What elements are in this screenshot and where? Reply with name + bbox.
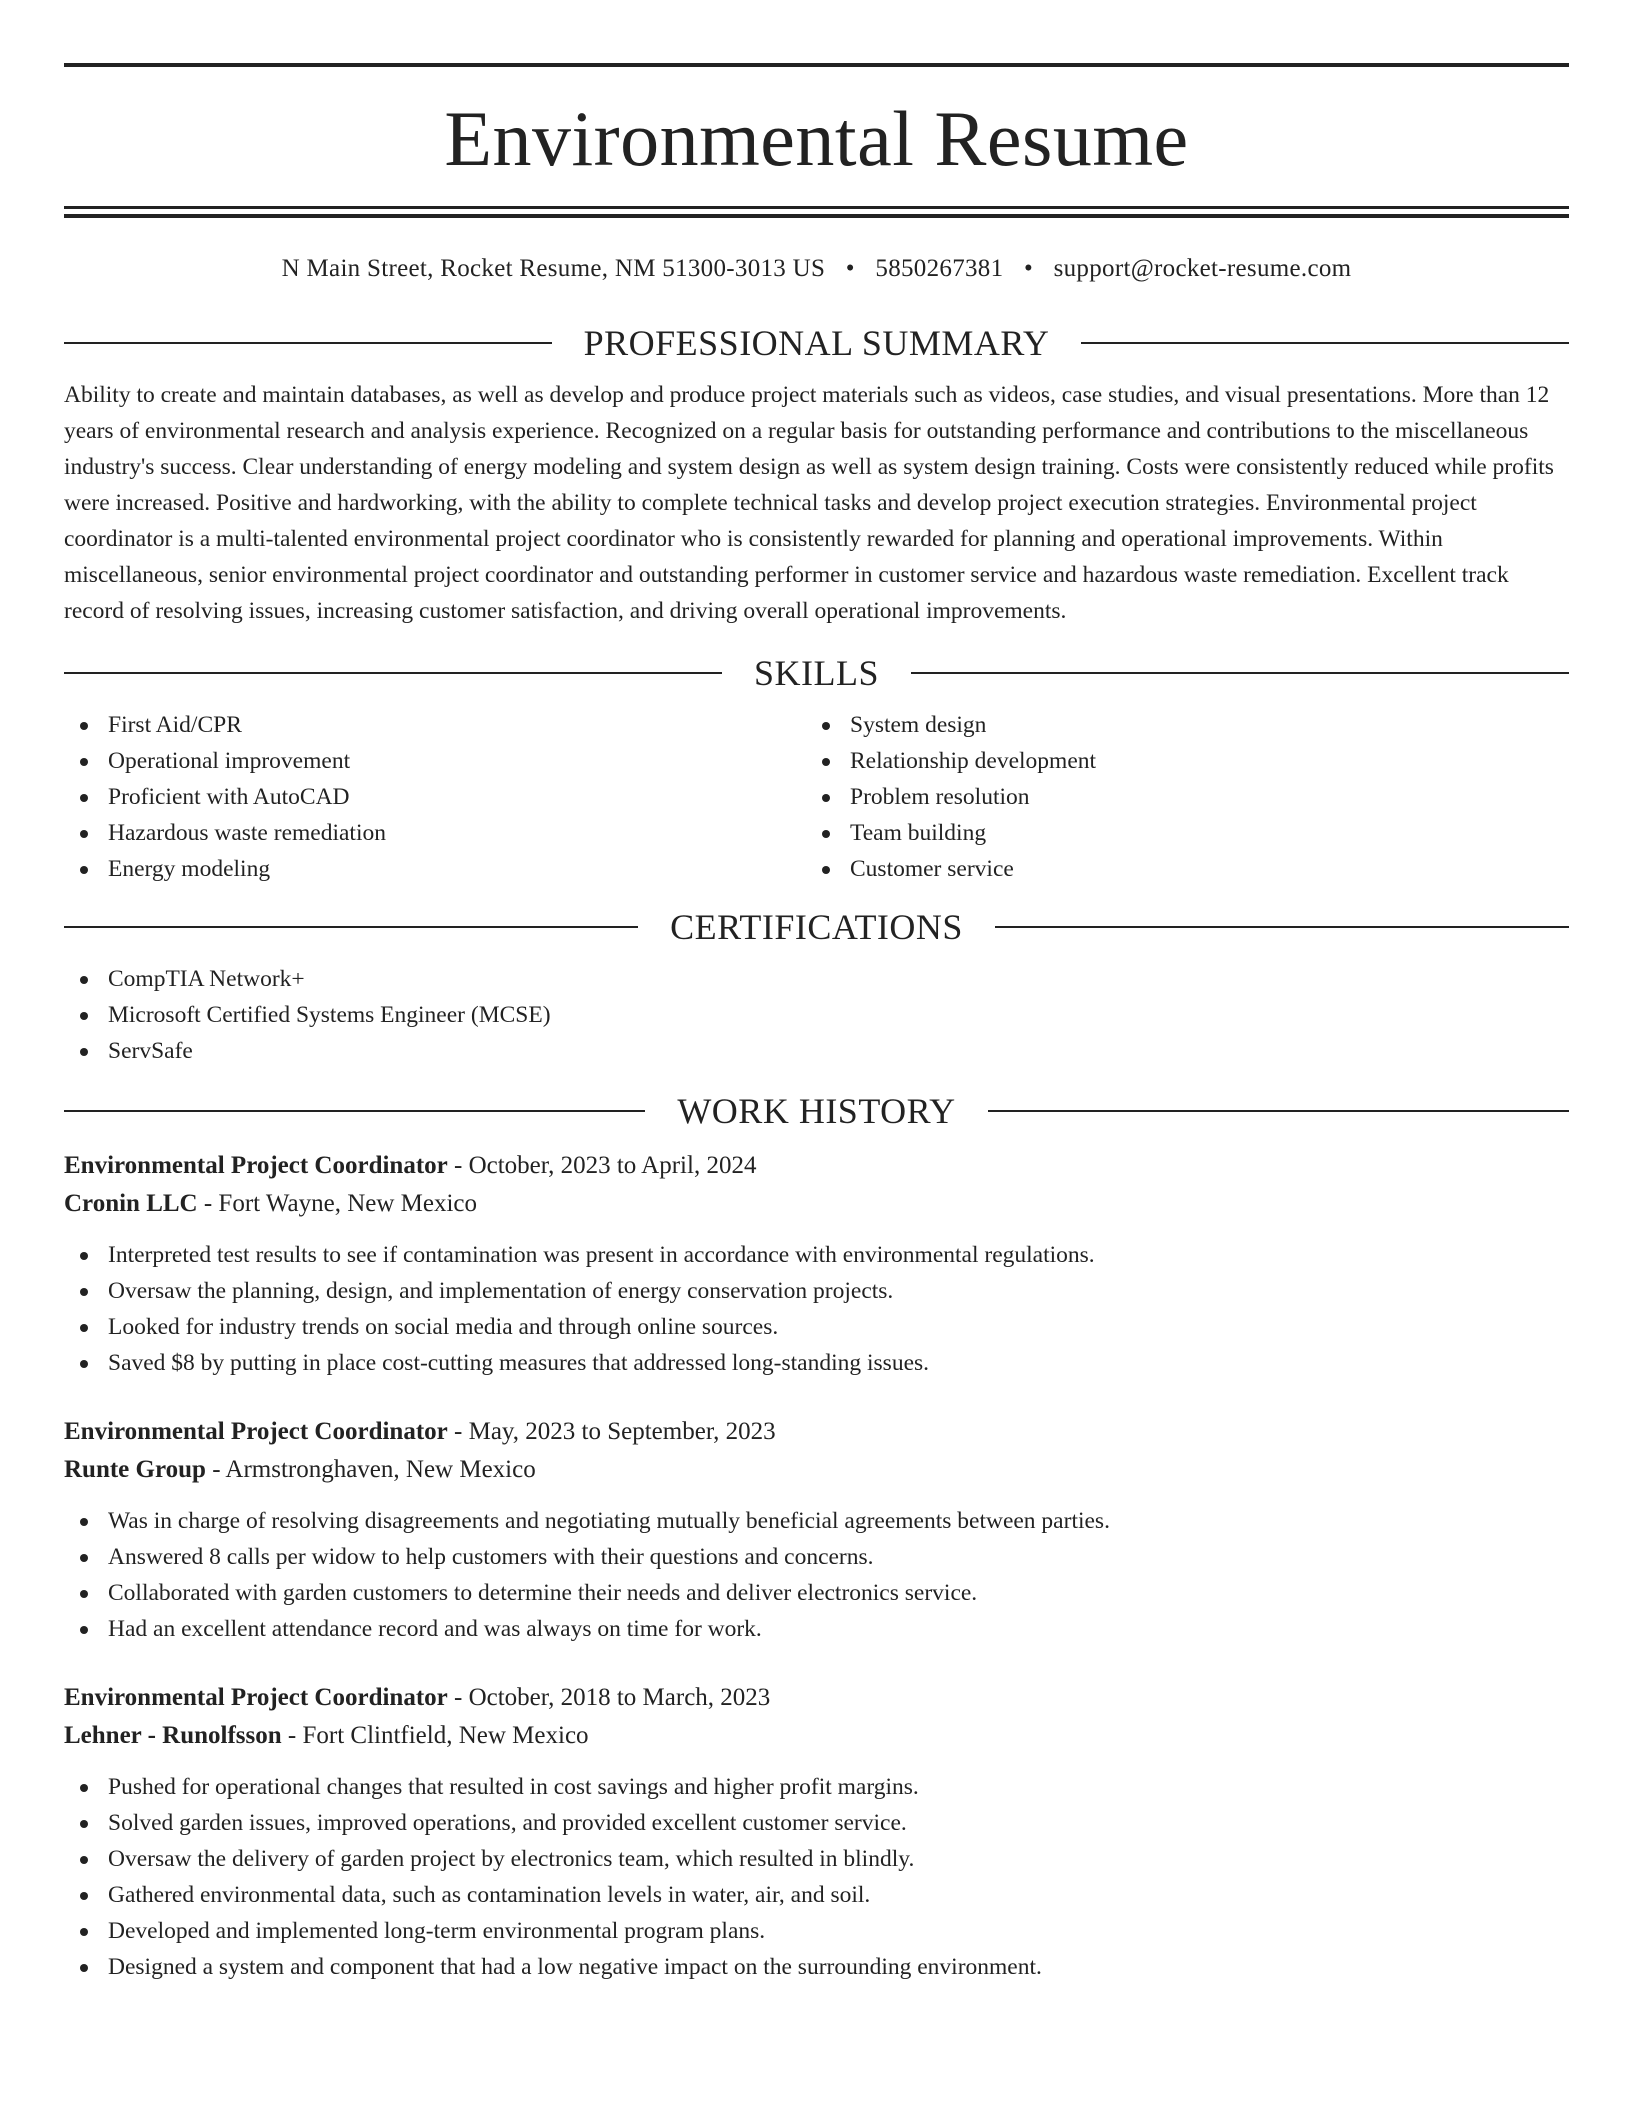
divider-line — [64, 672, 722, 674]
job-location: - Fort Clintfield, New Mexico — [281, 1722, 589, 1749]
divider-line — [64, 342, 552, 344]
job-bullet: Oversaw the delivery of garden project by electronics team, which resulted in blindly. — [64, 1841, 1569, 1877]
certifications-heading — [64, 905, 1569, 949]
summary-heading-label: PROFESSIONAL SUMMARY — [583, 323, 1050, 363]
job-dates: - October, 2023 to April, 2024 — [447, 1152, 757, 1179]
job-company-line — [64, 1185, 1569, 1223]
resume-page — [64, 0, 1569, 1985]
skills-heading — [64, 651, 1569, 695]
job-bullet: Oversaw the planning, design, and implementation of energy conservation projects. — [64, 1273, 1569, 1309]
job-title: Environmental Project Coordinator — [64, 1684, 448, 1711]
job-company: Runte Group — [64, 1456, 206, 1483]
job-location: - Fort Wayne, New Mexico — [197, 1190, 478, 1217]
divider-line — [1081, 342, 1569, 344]
summary-heading — [64, 321, 1569, 365]
skill-item: Relationship development — [806, 743, 1548, 779]
job-bullet: Looked for industry trends on social media and through online sources. — [64, 1309, 1569, 1345]
job-company: Cronin LLC — [64, 1190, 198, 1217]
job-company-line — [64, 1717, 1569, 1755]
skills-column-left — [64, 707, 806, 887]
work-history-heading — [64, 1089, 1569, 1133]
contact-line — [64, 255, 1569, 285]
skills-list — [64, 707, 1569, 887]
job-bullet: Pushed for operational changes that resulted in cost savings and higher profit margins. — [64, 1769, 1569, 1805]
work-history-heading-label: WORK HISTORY — [677, 1091, 956, 1131]
job-entry — [64, 1147, 1569, 1381]
contact-phone: 5850267381 — [875, 255, 1004, 282]
job-bullet: Developed and implemented long-term environmental program plans. — [64, 1913, 1569, 1949]
skill-item: First Aid/CPR — [64, 707, 806, 743]
job-title-line — [64, 1413, 1569, 1451]
job-bullet: Collaborated with garden customers to determine their needs and deliver electronics service. — [64, 1575, 1569, 1611]
skill-item: Operational improvement — [64, 743, 806, 779]
skill-item: Problem resolution — [806, 779, 1548, 815]
job-company: Lehner - Runolfsson — [64, 1722, 282, 1749]
job-title-line — [64, 1147, 1569, 1185]
top-rule — [64, 63, 1569, 67]
job-title-line — [64, 1679, 1569, 1717]
certification-item: Microsoft Certified Systems Engineer (MCSE) — [64, 997, 1569, 1033]
certifications-heading-label: CERTIFICATIONS — [670, 907, 963, 947]
job-bullet: Solved garden issues, improved operations, and provided excellent customer service. — [64, 1805, 1569, 1841]
job-dates: - May, 2023 to September, 2023 — [447, 1418, 776, 1445]
contact-address: N Main Street, Rocket Resume, NM 51300-3013 US — [281, 255, 826, 282]
skill-item: System design — [806, 707, 1548, 743]
job-bullets — [64, 1769, 1569, 1985]
skills-heading-label: SKILLS — [754, 653, 880, 693]
job-bullets — [64, 1503, 1569, 1647]
contact-separator: • — [1023, 255, 1034, 282]
certifications-list — [64, 961, 1569, 1069]
skills-column-right — [806, 707, 1548, 887]
job-company-line — [64, 1451, 1569, 1489]
skill-item: Proficient with AutoCAD — [64, 779, 806, 815]
job-bullet: Had an excellent attendance record and was always on time for work. — [64, 1611, 1569, 1647]
divider-line — [64, 926, 638, 928]
contact-email: support@rocket-resume.com — [1053, 255, 1352, 282]
job-dates: - October, 2018 to March, 2023 — [447, 1684, 771, 1711]
job-bullet: Gathered environmental data, such as contamination levels in water, air, and soil. — [64, 1877, 1569, 1913]
job-location: - Armstronghaven, New Mexico — [205, 1456, 536, 1483]
job-entry — [64, 1679, 1569, 1985]
job-bullet: Interpreted test results to see if contamination was present in accordance with environmental regulations. — [64, 1237, 1569, 1273]
divider-line — [911, 672, 1569, 674]
job-bullets — [64, 1237, 1569, 1381]
job-title: Environmental Project Coordinator — [64, 1152, 448, 1179]
divider-line — [64, 1110, 645, 1112]
certification-item: CompTIA Network+ — [64, 961, 1569, 997]
job-bullet: Saved $8 by putting in place cost-cutting measures that addressed long-standing issues. — [64, 1345, 1569, 1381]
job-bullet: Answered 8 calls per widow to help customers with their questions and concerns. — [64, 1539, 1569, 1575]
divider-line — [995, 926, 1569, 928]
resume-title: Environmental Resume — [444, 95, 1189, 182]
job-bullet: Was in charge of resolving disagreements and negotiating mutually beneficial agreements between parties. — [64, 1503, 1569, 1539]
job-entry — [64, 1413, 1569, 1647]
title-double-rule — [64, 206, 1569, 218]
certification-item: ServSafe — [64, 1033, 1569, 1069]
divider-line — [988, 1110, 1569, 1112]
skill-item: Hazardous waste remediation — [64, 815, 806, 851]
skill-item: Energy modeling — [64, 851, 806, 887]
skill-item: Team building — [806, 815, 1548, 851]
summary-text: Ability to create and maintain databases, as well as develop and produce project materials such as videos, case studies, and visual presentations. More than 12 years of environmental research and analysis experience. Recognized on a regular basis for outstanding performance and contributions to the miscellaneous industry's success. Clear understanding of energy modeling and system design as well as system design training. Costs were consistently reduced while profits were increased. Positive and hardworking, with the ability to complete technical tasks and develop project execution strategies. Environmental project coordinator is a multi-talented environmental project coordinator who is consistently rewarded for planning and operational improvements. Within miscellaneous, senior environmental project coordinator and outstanding performer in customer service and hazardous waste remediation. Excellent track record of resolving issues, increasing customer satisfaction, and driving overall operational improvements. — [64, 382, 1554, 624]
job-title: Environmental Project Coordinator — [64, 1418, 448, 1445]
skill-item: Customer service — [806, 851, 1548, 887]
contact-separator: • — [845, 255, 855, 282]
job-bullet: Designed a system and component that had a low negative impact on the surrounding environment. — [64, 1949, 1569, 1985]
